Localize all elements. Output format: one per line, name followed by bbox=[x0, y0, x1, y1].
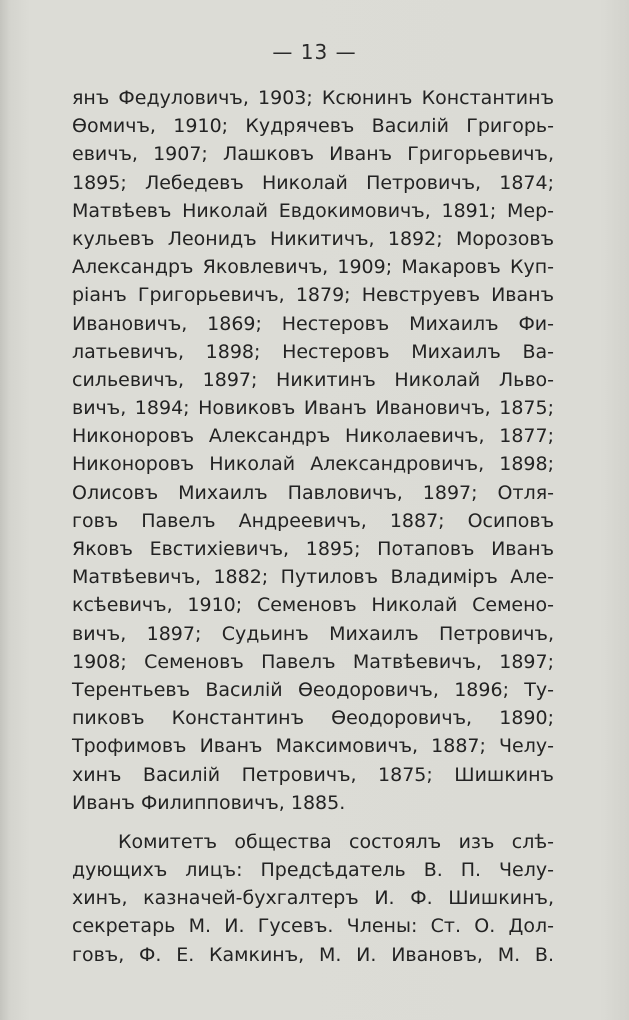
text-line: Матвѣевъ Николай Евдокимовичъ, 1891; Мер- bbox=[72, 199, 554, 222]
text-line: говъ, Ф. Е. Камкинъ, М. И. Ивановъ, М. В. bbox=[72, 943, 554, 966]
text-line: Матвѣевичъ, 1882; Путиловъ Владиміръ Але- bbox=[72, 566, 554, 589]
text-line: 1908; Семеновъ Павелъ Матвѣевичъ, 1897; bbox=[72, 650, 554, 673]
text-line: Комитетъ общества состоялъ изъ слѣ- bbox=[118, 830, 554, 853]
text-line: евичъ, 1907; Лашковъ Иванъ Григорьевичъ, bbox=[72, 143, 554, 166]
text-line: говъ Павелъ Андреевичъ, 1887; Осиповъ bbox=[72, 509, 554, 532]
body-text bbox=[72, 84, 554, 969]
paragraph-committee bbox=[72, 828, 554, 969]
text-line: пиковъ Константинъ Ѳеодоровичъ, 1890; bbox=[72, 707, 554, 730]
text-line: вичъ, 1894; Новиковъ Иванъ Ивановичъ, 1875; bbox=[72, 397, 554, 420]
text-line: сильевичъ, 1897; Никитинъ Николай Льво- bbox=[72, 368, 554, 391]
page-number: — 13 — bbox=[272, 40, 357, 64]
text-line: хинъ, казначей-бухгалтеръ И. Ф. Шишкинъ, bbox=[72, 887, 554, 910]
text-line: латьевичъ, 1898; Нестеровъ Михаилъ Ва- bbox=[72, 340, 554, 363]
text-line: Ивановичъ, 1869; Нестеровъ Михаилъ Фи- bbox=[72, 312, 554, 335]
text-line: Никоноровъ Александръ Николаевичъ, 1877; bbox=[72, 425, 554, 448]
text-line: ріанъ Григорьевичъ, 1879; Невструевъ Иванъ bbox=[72, 284, 554, 307]
text-line: вичъ, 1897; Судьинъ Михаилъ Петровичъ, bbox=[72, 622, 554, 645]
paragraph-members-list bbox=[72, 84, 554, 817]
text-line: янъ Федуловичъ, 1903; Ксюнинъ Константинъ bbox=[72, 87, 554, 109]
text-line: ксѣевичъ, 1910; Семеновъ Николай Семено- bbox=[72, 594, 554, 617]
paragraph-gap bbox=[72, 817, 554, 828]
text-line: Иванъ Филипповичъ, 1885. bbox=[72, 791, 346, 814]
text-line: секретарь М. И. Гусевъ. Члены: Ст. О. Дол- bbox=[72, 915, 554, 938]
text-line: 1895; Лебедевъ Николай Петровичъ, 1874; bbox=[72, 171, 554, 194]
text-line: Яковъ Евстихіевичъ, 1895; Потаповъ Иванъ bbox=[72, 538, 554, 560]
text-line: хинъ Василій Петровичъ, 1875; Шишкинъ bbox=[72, 763, 554, 786]
text-line: дующихъ лицъ: Предсѣдатель В. П. Челу- bbox=[72, 859, 554, 882]
text-line: Александръ Яковлевичъ, 1909; Макаровъ Куп- bbox=[72, 256, 554, 279]
text-line: Олисовъ Михаилъ Павловичъ, 1897; Отля- bbox=[72, 481, 554, 504]
text-line: кульевъ Леонидъ Никитичъ, 1892; Морозовъ bbox=[72, 227, 554, 250]
text-line: Никоноровъ Николай Александровичъ, 1898; bbox=[72, 453, 554, 476]
text-line: Терентьевъ Василій Ѳеодоровичъ, 1896; Ту- bbox=[72, 678, 554, 701]
text-line: Ѳомичъ, 1910; Кудрячевъ Василій Григорь- bbox=[72, 115, 554, 138]
text-line: Трофимовъ Иванъ Максимовичъ, 1887; Челу- bbox=[72, 735, 554, 758]
